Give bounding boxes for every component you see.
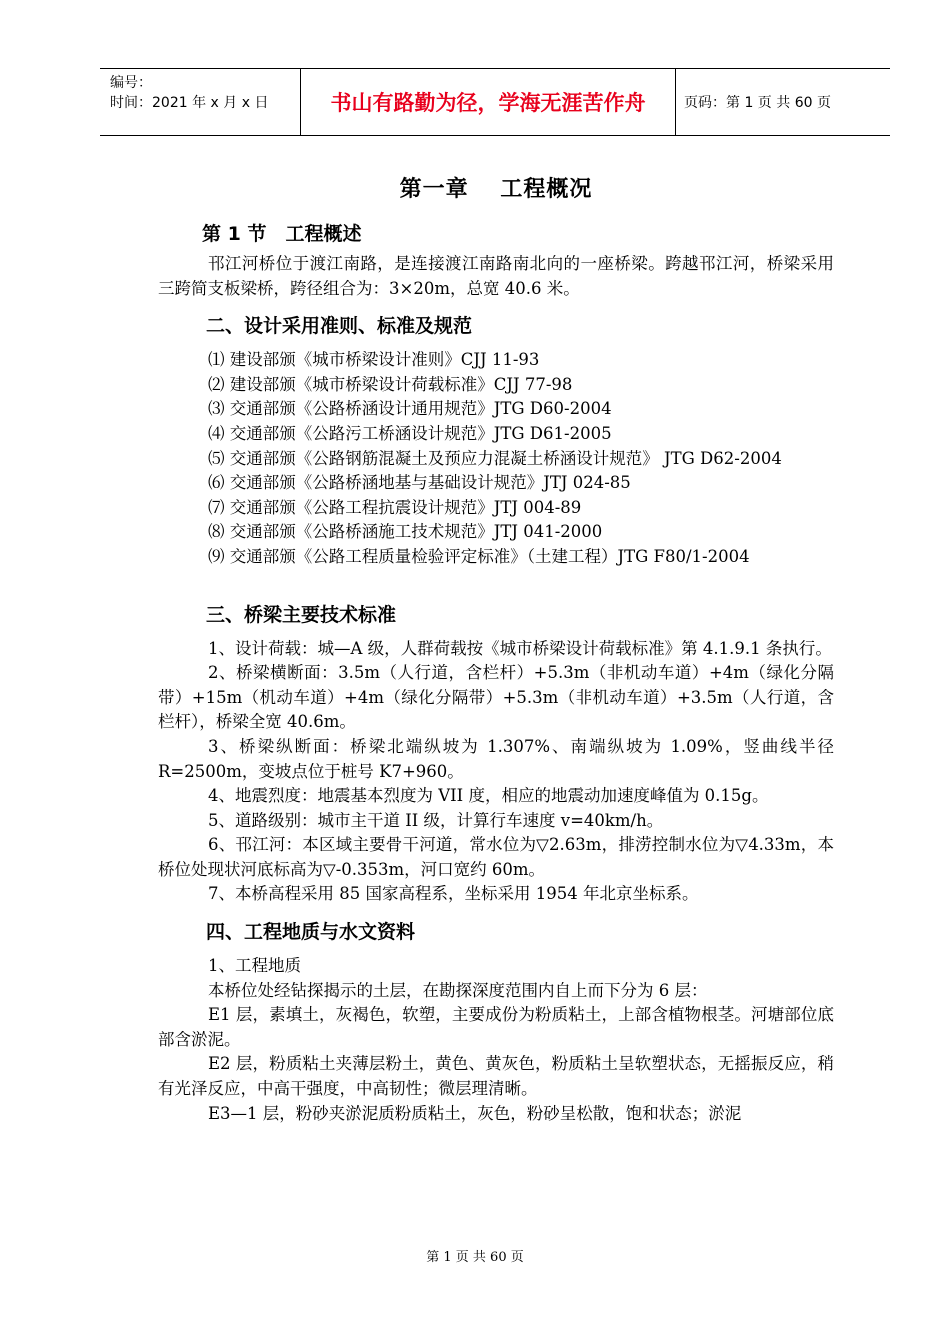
standard-item: 6、邗江河：本区域主要骨干河道，常水位为▽2.63m，排涝控制水位为▽4.33m，本桥位处现状河底标高为▽-0.353m，河口宽约 60m。 bbox=[158, 835, 834, 879]
number-label: 编号： bbox=[110, 75, 152, 91]
header-page-info: 页码：第 1 页 共 60 页 bbox=[684, 95, 831, 111]
geology-paragraph: 1、工程地质 bbox=[208, 956, 301, 976]
page-header bbox=[100, 68, 890, 136]
reference-item: ⑷ 交通部颁《公路污工桥涵设计规范》JTG D61-2005 bbox=[208, 423, 612, 443]
reference-item: ⑼ 交通部颁《公路工程质量检验评定标准》（土建工程）JTG F80/1-2004 bbox=[208, 546, 750, 566]
geology-paragraph: 本桥位处经钻探揭示的土层，在勘探深度范围内自上而下分为 6 层： bbox=[208, 980, 708, 1000]
document-body bbox=[158, 168, 834, 1126]
geology-paragraph: E2 层，粉质粘土夹薄层粉土，黄色、黄灰色，粉质粘土呈软塑状态，无摇振反应，稍有光泽反应，中高干强度，中高韧性；微层理清晰。 bbox=[158, 1054, 834, 1099]
reference-item: ⑻ 交通部颁《公路桥涵施工技术规范》JTJ 041-2000 bbox=[208, 522, 603, 542]
section-1-body: 邗江河桥位于渡江南路，是连接渡江南路南北向的一座桥梁。跨越邗江河，桥梁采用三跨简支板梁桥，跨径组合为：3×20m，总宽 40.6 米。 bbox=[158, 254, 834, 298]
header-motto: 书山有路勤为径，学海无涯苦作舟 bbox=[300, 69, 676, 135]
reference-item: ⑹ 交通部颁《公路桥涵地基与基础设计规范》JTJ 024-85 bbox=[208, 473, 631, 493]
section-3-title: 三、桥梁主要技术标准 bbox=[206, 603, 397, 626]
reference-item: ⑵ 建设部颁《城市桥梁设计荷载标准》CJJ 77-98 bbox=[208, 374, 573, 394]
chapter-title: 第一章 工程概况 bbox=[399, 177, 593, 202]
section-4-title: 四、工程地质与水文资料 bbox=[206, 921, 416, 944]
geology-paragraph: E1 层，素填土，灰褐色，软塑，主要成份为粉质粘土，上部含植物根茎。河塘部位底部含淤泥。 bbox=[158, 1005, 834, 1049]
section-2-title: 二、设计采用准则、标准及规范 bbox=[206, 315, 473, 338]
page-footer: 第 1 页 共 60 页 bbox=[426, 1250, 524, 1265]
standard-item: 5、道路级别：城市主干道 II 级，计算行车速度 v=40km/h。 bbox=[208, 810, 664, 830]
header-meta bbox=[100, 69, 300, 135]
reference-item: ⑶ 交通部颁《公路桥涵设计通用规范》JTG D60-2004 bbox=[208, 399, 612, 419]
standard-item: 3、桥梁纵断面：桥梁北端纵坡为 1.307%、南端纵坡为 1.09%，竖曲线半径 R=2500m，变坡点位于桩号 K7+960。 bbox=[158, 736, 834, 781]
geology-paragraph: E3—1 层，粉砂夹淤泥质粉质粘土，灰色，粉砂呈松散，饱和状态；淤泥 bbox=[208, 1103, 742, 1123]
standard-item: 2、桥梁横断面：3.5m（人行道，含栏杆）+5.3m（非机动车道）+4m（绿化分隔带）+15m（机动车道）+4m（绿化分隔带）+5.3m（非机动车道）+3.5m（人行道，含栏杆），桥梁全宽 40.6m。 bbox=[158, 663, 834, 732]
reference-list bbox=[158, 348, 834, 569]
standard-item: 7、本桥高程采用 85 国家高程系，坐标采用 1954 年北京坐标系。 bbox=[208, 884, 699, 904]
standard-item: 1、设计荷载：城—A 级，人群荷载按《城市桥梁设计荷载标准》第 4.1.9.1 条执行。 bbox=[208, 638, 832, 658]
time-label: 时间：2021 年 x 月 x 日 bbox=[110, 95, 269, 111]
reference-item: ⑺ 交通部颁《公路工程抗震设计规范》JTJ 004-89 bbox=[208, 497, 582, 517]
reference-item: ⑴ 建设部颁《城市桥梁设计准则》CJJ 11-93 bbox=[208, 350, 540, 370]
standard-item: 4、地震烈度：地震基本烈度为 VII 度，相应的地震动加速度峰值为 0.15g。 bbox=[208, 786, 769, 806]
section-1-title: 第 1 节 工程概述 bbox=[202, 223, 362, 245]
reference-item: ⑸ 交通部颁《公路钢筋混凝土及预应力混凝土桥涵设计规范》 JTG D62-2004 bbox=[208, 448, 782, 468]
